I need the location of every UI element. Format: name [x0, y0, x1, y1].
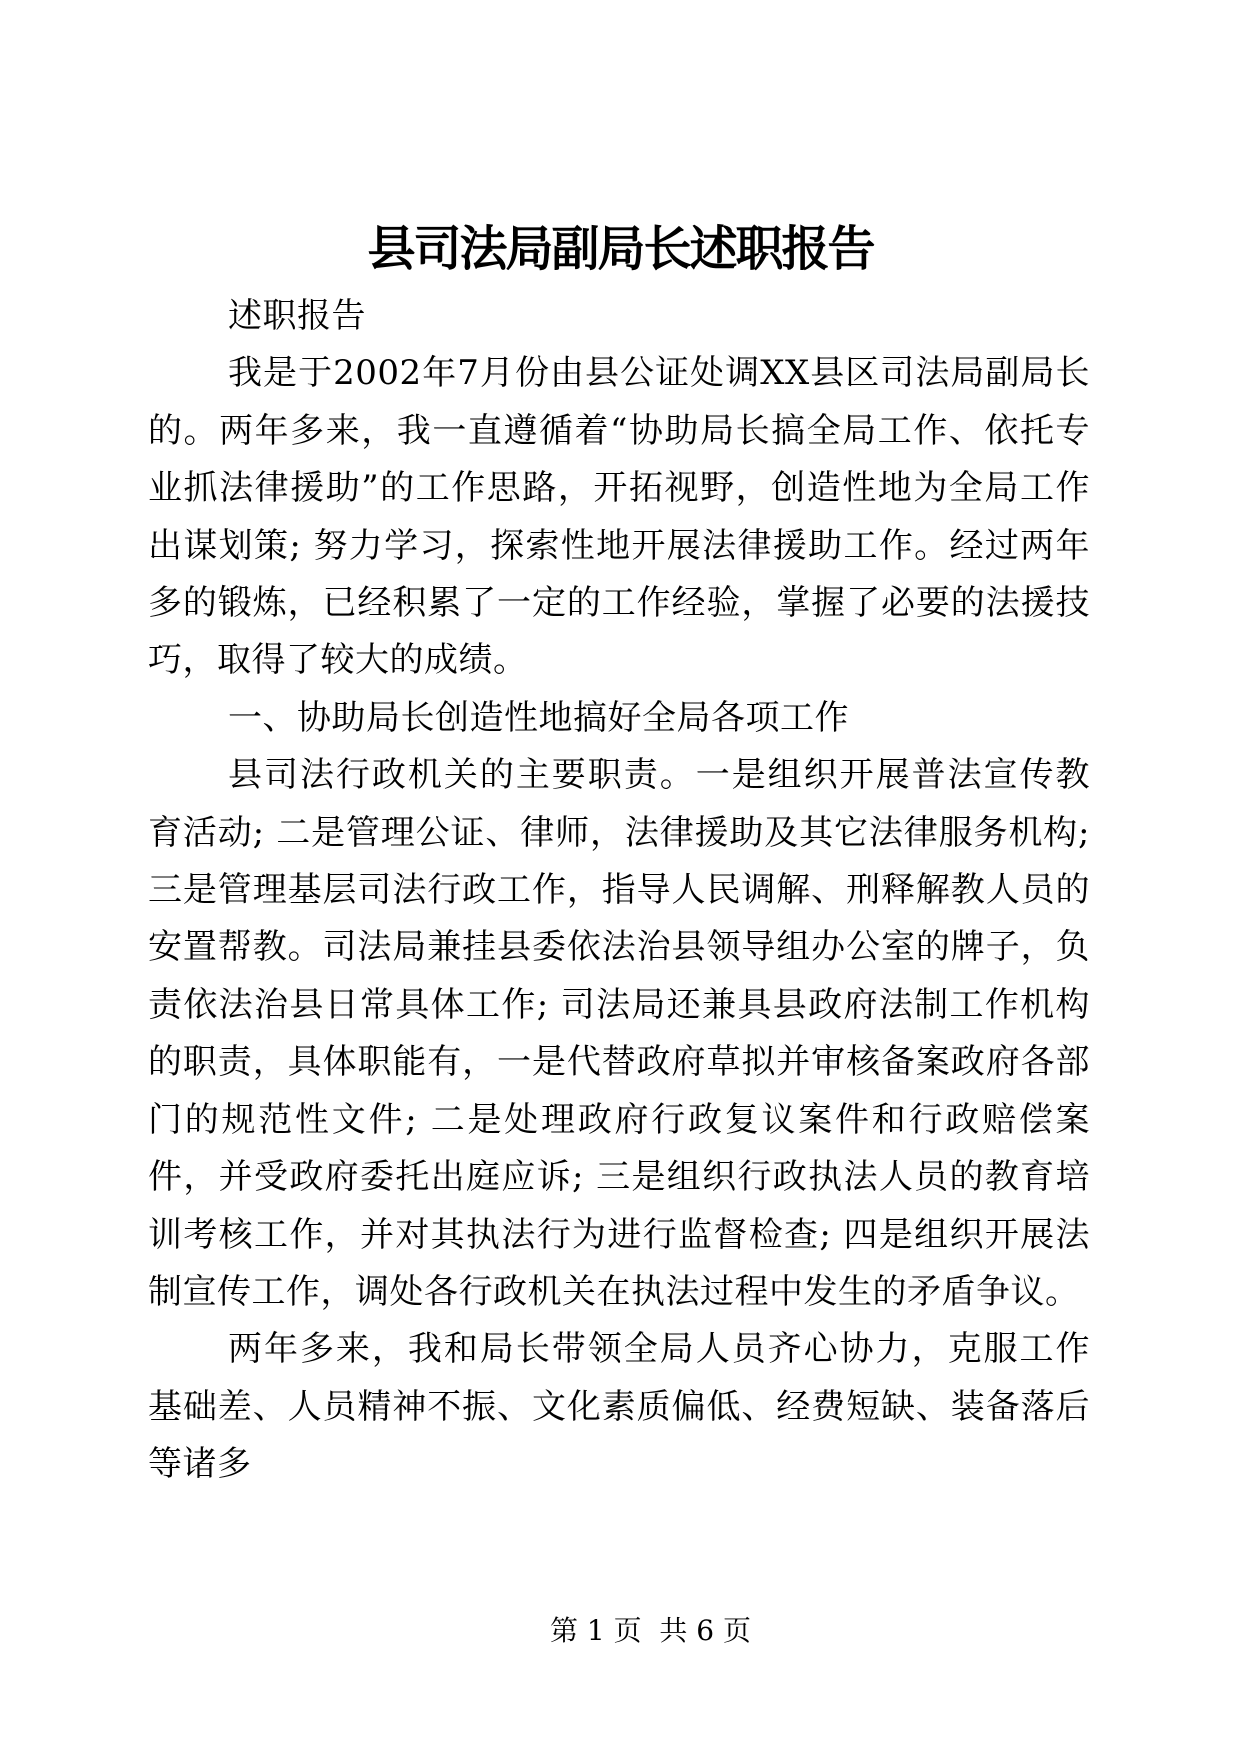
- document-title: 县司法局副局长述职报告: [367, 221, 874, 277]
- page-footer: [0, 1614, 1241, 1648]
- paragraph-report-label: 述职报告: [228, 296, 366, 336]
- document-body: [148, 288, 1090, 1494]
- paragraph-intro: 我是于2002年7月份由县公证处调XX县区司法局副局长的。两年多来，我一直遵循着“协助局长搞全局工作、依托专业抓法律援助”的工作思路，开拓视野，创造性地为全局工作出谋划策; 努力学习，探索性地开展法律援助工作。经过两年多的锻炼，已经积累了一定的工作经验，掌握了必要的法援技巧，取得了较大的成绩。: [148, 353, 1090, 681]
- paragraph-teamwork: 两年多来，我和局长带领全局人员齐心协力，克服工作基础差、人员精神不振、文化素质偏低、经费短缺、装备落后等诸多: [148, 1329, 1090, 1485]
- page-number-text: 第 1 页 共 6 页: [549, 1614, 752, 1647]
- paragraph-duties: 县司法行政机关的主要职责。一是组织开展普法宣传教育活动; 二是管理公证、律师，法律援助及其它法律服务机构; 三是管理基层司法行政工作，指导人民调解、刑释解教人员的安置帮教。司法局兼挂县委依法治县领导组办公室的牌子，负责依法治县日常具体工作; 司法局还兼具县政府法制工作机构的职责，具体职能有，一是代替政府草拟并审核备案政府各部门的规范性文件; 二是处理政府行政复议案件和行政赔偿案件，并受政府委托出庭应诉; 三是组织行政执法人员的教育培训考核工作，并对其执法行为进行监督检查; 四是组织开展法制宣传工作，调处各行政机关在执法过程中发生的矛盾争议。: [148, 755, 1090, 1312]
- paragraph-section-heading-1: 一、协助局长创造性地搞好全局各项工作: [228, 697, 849, 738]
